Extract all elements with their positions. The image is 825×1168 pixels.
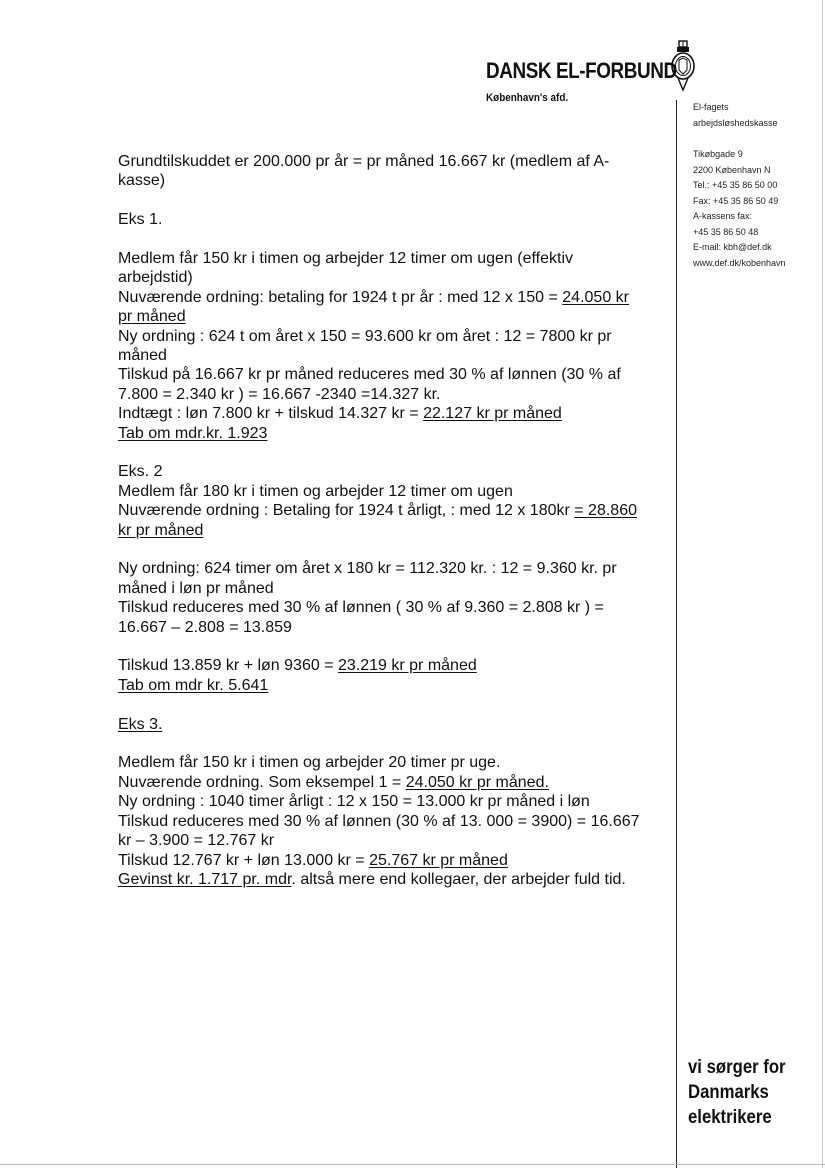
underlined-amount: 23.219 kr pr måned	[337, 657, 477, 675]
scan-edge	[822, 0, 823, 1168]
underlined-amount: 25.767 kr pr måned	[369, 851, 508, 869]
example-1-line: 7.800 = 2.340 kr ) = 16.667 -2340 =14.327 kr.	[118, 385, 441, 403]
sidebar-tel: Tel.: +45 35 86 50 00	[693, 180, 778, 190]
example-1-title: Eks 1.	[118, 211, 163, 229]
sidebar-line1: El-fagets	[693, 102, 729, 112]
example-2-line: Nuværende ordning : Betaling for 1924 t årligt, : med 12 x 180kr = 28.860	[118, 502, 637, 520]
underlined-amount: 24.050 kr	[562, 288, 629, 306]
sidebar-akasse-fax-label: A-kassens fax:	[693, 211, 753, 221]
underlined-amount: = 28.860	[574, 502, 637, 520]
example-2-line: måned i løn pr måned	[118, 579, 274, 597]
example-2-title: Eks. 2	[118, 463, 163, 481]
sidebar-akasse-fax: +45 35 86 50 48	[693, 226, 759, 237]
sidebar-address: Tikøbgade 9	[693, 149, 743, 159]
sidebar-city: 2200 København N	[693, 164, 771, 175]
example-1-loss: Tab om mdr.kr. 1.923	[118, 424, 268, 442]
sidebar-line2: arbejdsløshedskasse	[693, 117, 778, 128]
example-2-line: kr pr måned	[118, 521, 204, 539]
sidebar-contact	[693, 100, 786, 271]
example-2-line: Tilskud reduceres med 30 % af lønnen ( 30 % af 9.360 = 2.808 kr ) =	[118, 599, 604, 617]
intro-line: Grundtilskuddet er 200.000 pr år = pr måned 16.667 kr (medlem af A-	[118, 153, 610, 170]
example-1-line: Indtægt : løn 7.800 kr + tilskud 14.327 kr = 22.127 kr pr måned	[118, 405, 562, 423]
example-2-line: Ny ordning: 624 timer om året x 180 kr = 112.320 kr. : 12 = 9.360 kr. pr	[118, 560, 617, 578]
example-1-line: pr måned	[118, 308, 186, 326]
slogan-line: elektrikere	[688, 1107, 772, 1128]
example-3-line: Tilskud reduceres med 30 % af lønnen (30 % af 13. 000 = 3900) = 16.667	[118, 812, 640, 830]
example-3-line: Medlem får 150 kr i timen og arbejder 20 timer pr uge.	[118, 754, 501, 772]
slogan-line: vi sørger for	[688, 1057, 786, 1078]
sidebar-email: E-mail: kbh@def.dk	[693, 242, 772, 252]
document-body	[118, 152, 668, 889]
slogan	[688, 1055, 786, 1130]
example-2-line: 16.667 – 2.808 = 13.859	[118, 618, 292, 636]
underlined-amount: 22.127 kr pr måned	[423, 405, 562, 423]
example-1-line: arbejdstid)	[118, 269, 193, 287]
scan-bottom-edge	[0, 1164, 825, 1165]
example-2-line: Medlem får 180 kr i timen og arbejder 12 timer om ugen	[118, 482, 513, 500]
example-3-line: Ny ordning : 1040 timer årligt : 12 x 150 = 13.000 kr pr måned i løn	[118, 793, 590, 811]
union-emblem-icon	[669, 40, 697, 92]
example-1-line: måned	[118, 347, 167, 365]
example-1-line: Ny ordning : 624 t om året x 150 = 93.600 kr om året : 12 = 7800 kr pr	[118, 327, 612, 345]
brand-name: DANSK EL-FORBUND	[486, 58, 677, 83]
example-3-line: kr – 3.900 = 12.767 kr	[118, 832, 275, 850]
example-3-gain: Gevinst kr. 1.717 pr. mdr. altså mere end kollegaer, der arbejder fuld tid.	[118, 870, 626, 888]
intro-line: kasse)	[118, 172, 166, 190]
example-3-line: Tilskud 12.767 kr + løn 13.000 kr = 25.767 kr pr måned	[118, 851, 508, 869]
example-1-line: Medlem får 150 kr i timen og arbejder 12 timer om ugen (effektiv	[118, 250, 574, 267]
example-2-loss: Tab om mdr kr. 5.641	[118, 676, 269, 694]
sidebar-fax: Fax: +45 35 86 50 49	[693, 195, 779, 206]
underlined-amount: 24.050 kr pr måned.	[405, 773, 549, 791]
example-2-line: Tilskud 13.859 kr + løn 9360 = 23.219 kr pr måned	[118, 657, 477, 675]
example-3-line: Nuværende ordning. Som eksempel 1 = 24.050 kr pr måned.	[118, 773, 549, 791]
slogan-line: Danmarks	[688, 1082, 769, 1103]
example-1-line: Nuværende ordning: betaling for 1924 t pr år : med 12 x 150 = 24.050 kr	[118, 288, 629, 306]
example-1-line: Tilskud på 16.667 kr pr måned reduceres med 30 % af lønnen (30 % af	[118, 366, 621, 384]
sidebar-web: www.def.dk/kobenhavn	[693, 257, 786, 268]
department-name: København's afd.	[486, 92, 569, 104]
underlined-amount: Gevinst kr. 1.717 pr. mdr	[118, 870, 292, 888]
example-3-title: Eks 3.	[118, 715, 163, 733]
sidebar-divider	[676, 100, 677, 1168]
